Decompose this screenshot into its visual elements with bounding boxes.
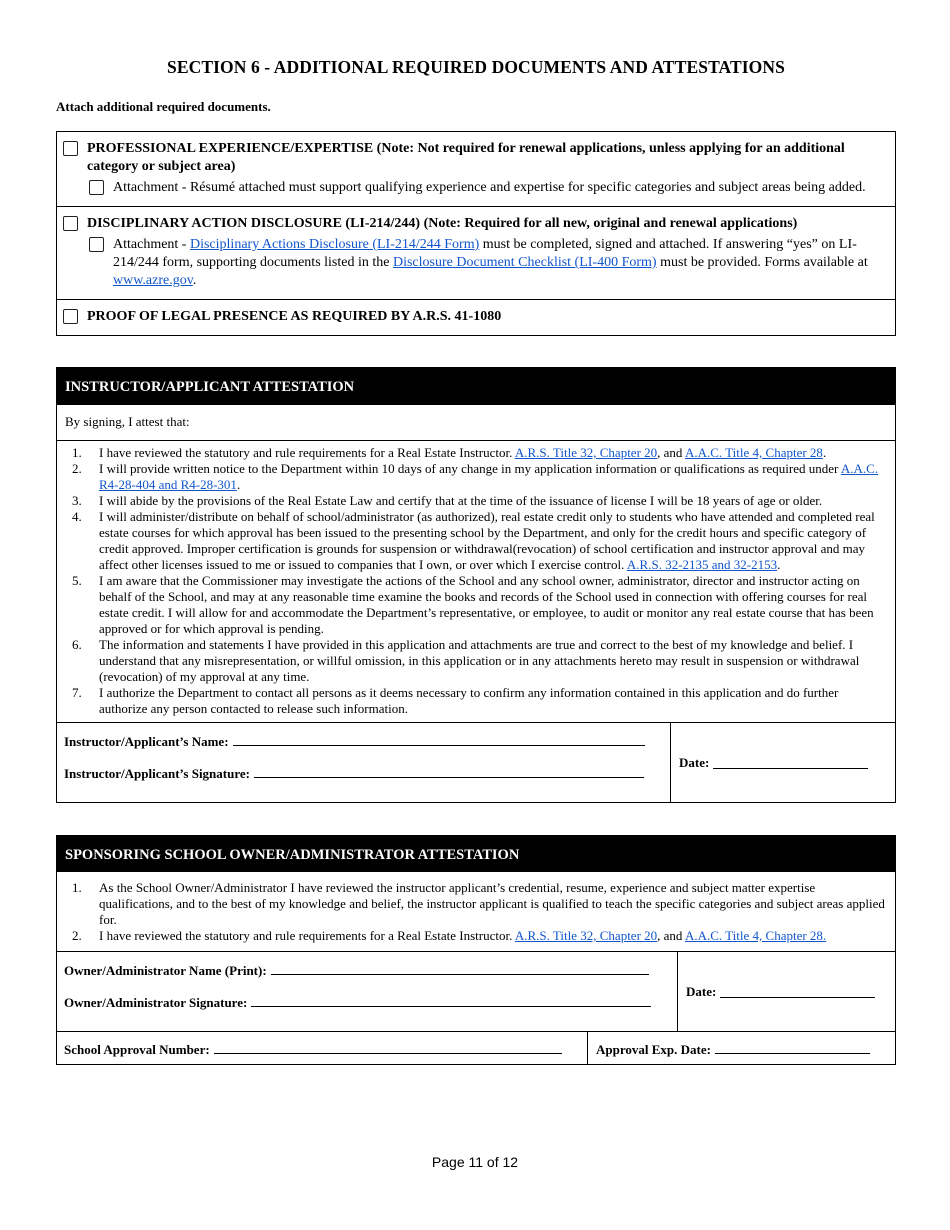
form-page: [56, 0, 896, 1065]
item-text: [99, 445, 887, 461]
approval-number-label: School Approval Number:: [64, 1042, 210, 1057]
attestation-intro: By signing, I attest that:: [57, 404, 895, 440]
disciplinary-attachment-text: [113, 236, 887, 290]
approval-number-field[interactable]: [214, 1041, 562, 1054]
item-number: 3.: [72, 493, 82, 508]
item-text: [99, 928, 887, 944]
instructor-signature-row: [57, 722, 895, 802]
disciplinary-checkbox[interactable]: [63, 216, 78, 231]
item-number: 5.: [72, 573, 82, 588]
text-fragment: I have reviewed the statutory and rule requirements for a Real Estate Instructor.: [99, 445, 515, 460]
owner-name-label: Owner/Administrator Name (Print):: [64, 963, 267, 978]
list-item: [65, 685, 887, 717]
item-text: The information and statements I have provided in this application and attachments are true and correct to the best of my knowledge and belief. I understand that any misrepresentation, or willful omission, in this application or in any attachments hereto may result in suspension or withdrawal (revocation) of my approval at any time.: [99, 637, 860, 684]
item-text: [99, 509, 887, 573]
text-fragment: .: [236, 477, 241, 492]
experience-attachment-text: Attachment - Résumé attached must support qualifying experience and expertise for specific categories and subject areas being added.: [113, 180, 866, 195]
owner-name-line: [64, 961, 669, 993]
item-number: 2.: [72, 928, 82, 943]
item-text: I am aware that the Commissioner may investigate the actions of the School and any school owner, administrator, director and instructor acting on behalf of the School, and may at any reasonable time examine the books and records of the School used in connection with offering courses for real estate credit. I will allow for and accommodate the Department’s representative, or employee, to audit or monitor any real estate course that has been approved or for which approval is pending.: [99, 573, 874, 636]
disciplinary-attachment-checkbox[interactable]: [89, 237, 104, 252]
required-documents-box: [56, 131, 896, 336]
doc-disciplinary: [57, 206, 895, 299]
school-attestation-list: [65, 880, 887, 944]
list-item: [65, 880, 887, 928]
instructor-attestation-box: [56, 367, 896, 803]
approval-exp-cell: [588, 1032, 895, 1064]
list-item: [65, 461, 887, 493]
disclosure-form-link[interactable]: Disciplinary Actions Disclosure (LI-214/244 Form): [189, 237, 480, 252]
doc-experience: [57, 132, 895, 206]
school-approval-row: [57, 1031, 895, 1064]
instructor-date-field[interactable]: [713, 756, 868, 769]
list-item: [65, 445, 887, 461]
text-fragment: I will provide written notice to the Department within 10 days of any change in my application information or qualifications as required under: [99, 461, 841, 476]
item-number: 7.: [72, 685, 82, 700]
owner-signature-row: [57, 951, 895, 1031]
experience-checkbox[interactable]: [63, 141, 78, 156]
azre-website-link[interactable]: www.azre.gov: [113, 273, 193, 288]
ars-title-32-link[interactable]: A.R.S. Title 32, Chapter 20: [514, 445, 658, 460]
item-text: [99, 461, 887, 493]
text-fragment: , and: [657, 928, 685, 943]
legal-presence-heading: PROOF OF LEGAL PRESENCE AS REQUIRED BY A.R.S. 41-1080: [87, 309, 502, 324]
owner-date-field[interactable]: [720, 985, 875, 998]
legal-presence-checkbox[interactable]: [63, 309, 78, 324]
owner-signature-field[interactable]: [251, 993, 651, 1007]
attach-instructions: Attach additional required documents.: [56, 99, 271, 114]
item-text: I authorize the Department to contact all persons as it deems necessary to confirm any information contained in this application and do further authorize any person contacted to release such information.: [99, 685, 839, 716]
instructor-signature-field[interactable]: [254, 764, 644, 778]
approval-exp-field[interactable]: [715, 1041, 870, 1054]
text-fragment: I have reviewed the statutory and rule requirements for a Real Estate Instructor.: [99, 928, 515, 943]
item-number: 1.: [72, 880, 82, 895]
doc-legal-presence: [57, 299, 895, 335]
item-number: 4.: [72, 509, 82, 524]
owner-date-label: Date:: [686, 983, 717, 999]
text-fragment: must be provided. Forms available at: [656, 255, 868, 270]
instructor-name-line: [64, 732, 662, 764]
text-fragment: .: [192, 273, 197, 288]
aac-r4-28-link[interactable]: A.A.C. R4-28-404 and R4-28-301: [99, 461, 879, 492]
list-item: [65, 637, 887, 685]
instructor-attestation-list-cell: [57, 440, 895, 722]
aac-title-4-link[interactable]: A.A.C. Title 4, Chapter 28: [684, 445, 823, 460]
list-item: [65, 509, 887, 573]
ars-32-2135-link[interactable]: A.R.S. 32-2135 and 32-2153: [626, 557, 778, 572]
item-number: 2.: [72, 461, 82, 476]
instructor-signature-cell: [57, 723, 671, 802]
page-number: Page 11 of 12: [431, 1154, 519, 1170]
owner-date-cell: [678, 952, 895, 1031]
school-attestation-box: [56, 835, 896, 1065]
instructor-name-label: Instructor/Applicant’s Name:: [64, 734, 229, 749]
text-fragment: Attachment -: [113, 237, 190, 252]
owner-name-field[interactable]: [271, 961, 649, 975]
item-text: As the School Owner/Administrator I have reviewed the instructor applicant’s credential, resume, experience and subject matter expertise qualifications, and to the best of my knowledge and belief, the instructor applicant is qualified to teach the specific categories and subject areas applied for.: [99, 880, 885, 927]
experience-attachment-checkbox[interactable]: [89, 180, 104, 195]
instructor-date-label: Date:: [679, 754, 710, 770]
disciplinary-heading: DISCIPLINARY ACTION DISCLOSURE (LI-214/244) (Note: Required for all new, original and renewal applications): [87, 216, 798, 231]
school-attestation-heading: SPONSORING SCHOOL OWNER/ADMINISTRATOR ATTESTATION: [57, 836, 895, 872]
instructor-name-field[interactable]: [233, 732, 645, 746]
school-attestation-list-cell: [57, 872, 895, 951]
instructor-signature-label: Instructor/Applicant’s Signature:: [64, 766, 250, 781]
instructor-attestation-list: [65, 445, 887, 717]
text-fragment: I will administer/distribute on behalf of school/administrator (as authorized), real estate credit only to students who have attended and completed real estate courses for which approval has been issued to the presenting school by the Department, and only for the credit hours and specific category of credit approved. Improper certification is grounds for suspension or withdrawal(revocation) of school certification and instructor approval and may affect other licenses issued to me or issued to companies that I own, or over which I exercise control.: [99, 509, 875, 572]
approval-exp-label: Approval Exp. Date:: [596, 1042, 711, 1057]
list-item: [65, 928, 887, 944]
instructor-date-cell: [671, 723, 895, 802]
text-fragment: .: [777, 557, 781, 572]
aac-title-4-link[interactable]: A.A.C. Title 4, Chapter 28.: [684, 928, 827, 943]
item-number: 1.: [72, 445, 82, 460]
owner-signature-label: Owner/Administrator Signature:: [64, 995, 248, 1010]
text-fragment: , and: [657, 445, 685, 460]
instructor-attestation-heading: INSTRUCTOR/APPLICANT ATTESTATION: [57, 368, 895, 404]
instructor-signature-line: [64, 764, 662, 796]
item-text: I will abide by the provisions of the Real Estate Law and certify that at the time of the issuance of license I will be 18 years of age or older.: [99, 493, 823, 508]
list-item: [65, 573, 887, 637]
experience-heading: PROFESSIONAL EXPERIENCE/EXPERTISE (Note: Not required for renewal applications, unless applying for an additional category or subject area): [87, 141, 845, 174]
section-title: SECTION 6 - ADDITIONAL REQUIRED DOCUMENTS AND ATTESTATIONS: [167, 57, 785, 77]
text-fragment: must be completed, signed and attached. If answering “yes” on LI-214/244 form, supporting documents listed in the: [113, 237, 857, 270]
checklist-form-link[interactable]: Disclosure Document Checklist (LI-400 Form): [392, 255, 657, 270]
approval-number-cell: [57, 1032, 588, 1064]
item-number: 6.: [72, 637, 82, 652]
owner-signature-line: [64, 993, 669, 1025]
ars-title-32-link[interactable]: A.R.S. Title 32, Chapter 20: [514, 928, 658, 943]
owner-signature-cell: [57, 952, 678, 1031]
text-fragment: .: [822, 445, 827, 460]
list-item: [65, 493, 887, 509]
